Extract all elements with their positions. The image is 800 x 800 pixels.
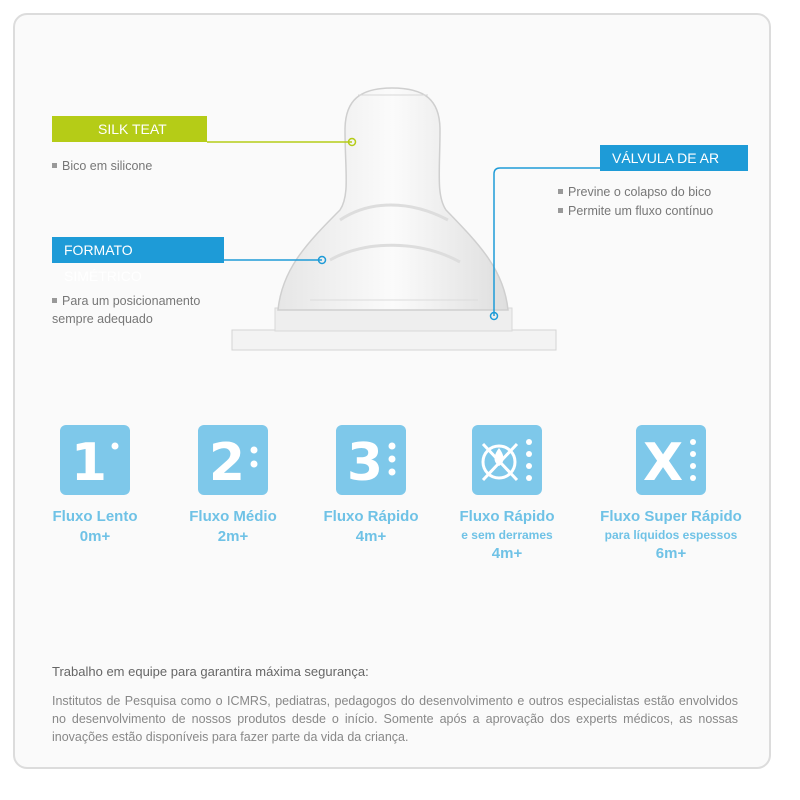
flow-subtitle: e sem derrames <box>461 528 553 542</box>
valvula-bullet-1: Previne o colapso do bico <box>558 183 711 201</box>
flow-1-icon <box>59 424 131 496</box>
flow-age: 0m+ <box>79 528 111 545</box>
svg-text:X: X <box>642 433 684 493</box>
flow-title: Fluxo Lento <box>52 508 138 525</box>
valvula-de-ar-label: VÁLVULA DE AR <box>600 145 748 171</box>
formato-simetrico-label: FORMATO SIMÉTRICO <box>52 237 224 263</box>
flow-item-medio <box>168 424 298 545</box>
flow-item-super-rapido <box>596 424 746 562</box>
no-spill-icon <box>471 424 543 496</box>
formato-simetrico-bullet: Para um posicionamento sempre adequado <box>52 294 201 326</box>
flow-age: 4m+ <box>355 528 387 545</box>
flow-x-icon <box>635 424 707 496</box>
svg-text:1: 1 <box>70 433 108 493</box>
flow-item-rapido <box>306 424 436 545</box>
valvula-bullet-2: Permite um fluxo contínuo <box>558 202 713 220</box>
flow-age: 2m+ <box>217 528 249 545</box>
flow-item-rapido-sem-derrames <box>442 424 572 562</box>
silk-teat-bullet: Bico em silicone <box>52 157 152 175</box>
flow-age: 4m+ <box>491 545 523 562</box>
flow-item-lento <box>30 424 160 545</box>
flow-title: Fluxo Rápido <box>323 508 419 525</box>
bullet-icon <box>52 163 57 168</box>
flow-age: 6m+ <box>655 545 687 562</box>
flow-subtitle: para líquidos espessos <box>604 528 738 542</box>
bullet-icon <box>558 208 563 213</box>
silk-teat-label: SILK TEAT <box>52 116 207 142</box>
bullet-icon <box>558 189 563 194</box>
svg-text:3: 3 <box>346 433 384 493</box>
flow-3-icon <box>335 424 407 496</box>
footer-body: Institutos de Pesquisa como o ICMRS, pediatras, pedagogos do desenvolvimento e outros especialistas estão envolvidos no desenvolvimento de nossos produtos desde o início. Somente após a aprovação dos experts médicos, as nossas inovações estão disponíveis para fazer parte da vida da criança. <box>52 694 738 744</box>
flow-title: Fluxo Médio <box>189 508 277 525</box>
flow-2-icon <box>197 424 269 496</box>
flow-title: Fluxo Rápido <box>459 508 555 525</box>
footer-title: Trabalho em equipe para garantira máxima segurança: <box>52 664 369 679</box>
svg-text:2: 2 <box>208 433 246 493</box>
flow-title: Fluxo Super Rápido <box>600 508 742 525</box>
bullet-icon <box>52 298 57 303</box>
